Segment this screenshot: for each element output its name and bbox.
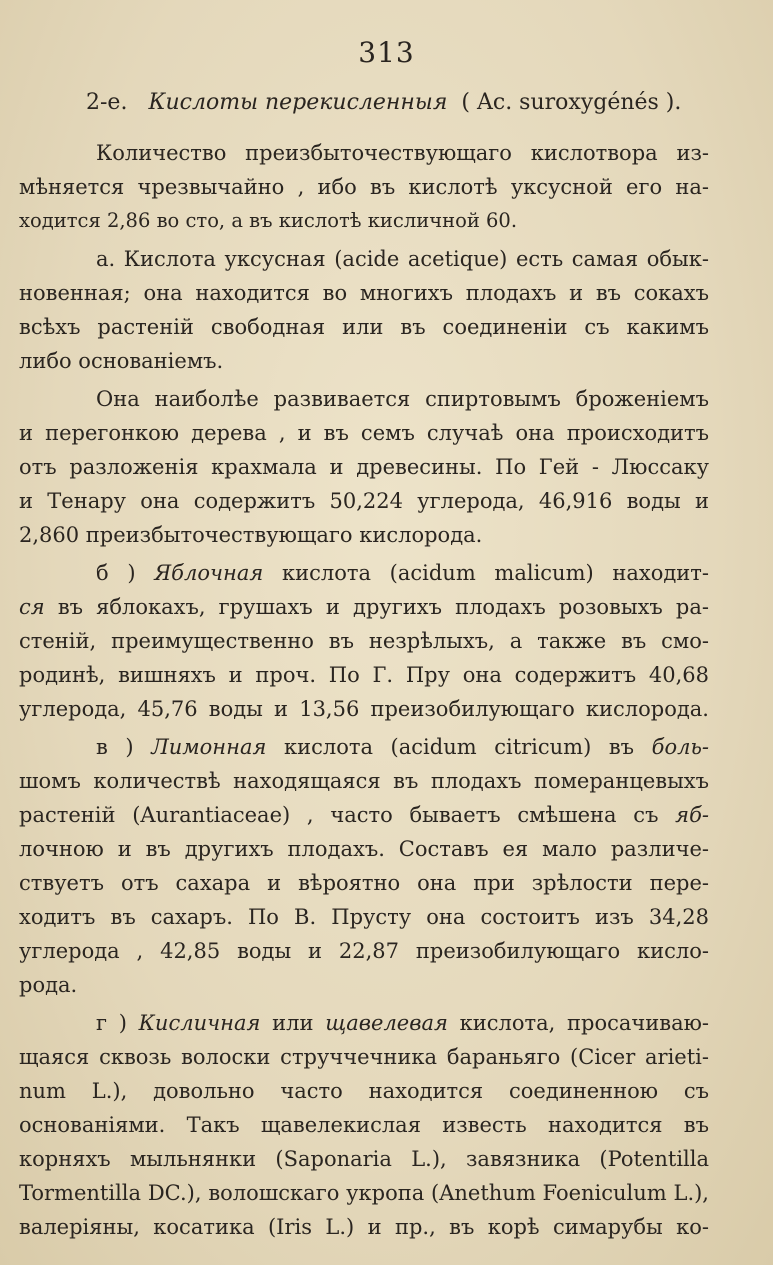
text-span: щаяся сквозь волоски струччечника бараньяго (Cicer arieti- xyxy=(19,1045,709,1069)
text-span: корняхъ мыльнянки (Saponaria L.), завязника (Potentilla xyxy=(19,1147,709,1171)
italic-term: ся xyxy=(19,595,45,619)
text-line xyxy=(19,520,519,550)
heading-title: Кислоты перекисленныя xyxy=(148,90,448,115)
text-span: стеній, преимущественно въ незрѣлыхъ, а также въ смо- xyxy=(19,629,709,653)
italic-term: боль- xyxy=(651,735,709,759)
text-span: валеріяны, косатика (Iris L.) и пр., въ корѣ симарубы ко- xyxy=(19,1215,709,1239)
text-line xyxy=(19,346,269,376)
text-line xyxy=(19,970,109,1000)
text-span: Она наиболѣе развивается спиртовымъ броженіемъ xyxy=(96,387,709,411)
text-span: кислота, просачиваю- xyxy=(447,1011,710,1035)
text-line xyxy=(19,868,709,898)
text-line xyxy=(19,1076,709,1106)
text-span: Количество преизбыточествующаго кислотвора из- xyxy=(96,141,709,165)
page-number: 313 xyxy=(358,36,415,69)
text-span: въ яблокахъ, грушахъ и другихъ плодахъ розовыхъ ра- xyxy=(44,595,709,619)
text-line xyxy=(19,278,709,308)
text-span: в ) xyxy=(96,735,152,759)
text-span: основаніями. Такъ щавелекислая известь находится въ xyxy=(19,1113,709,1137)
text-line xyxy=(19,312,709,342)
text-span: шомъ количествѣ находящаяся въ плодахъ померанцевыхъ xyxy=(19,769,709,793)
text-span: мѣняется чрезвычайно , ибо въ кислотѣ уксусной его на- xyxy=(19,175,709,199)
text-span: и Тенару она содержитъ 50,224 углерода, 46,916 воды и xyxy=(19,489,709,513)
text-line xyxy=(96,138,709,168)
text-span: либо основаніемъ. xyxy=(19,349,224,373)
text-span: г ) xyxy=(96,1011,139,1035)
text-line xyxy=(96,732,709,762)
section-heading xyxy=(86,88,681,118)
text-span: кислота (acidum citricum) въ xyxy=(266,735,652,759)
italic-term: яб- xyxy=(675,803,709,827)
text-span: растеній (Aurantiaceae) , часто бываетъ смѣшена съ xyxy=(19,803,676,827)
text-span: б ) xyxy=(96,561,155,585)
text-line xyxy=(19,660,709,690)
text-line xyxy=(96,384,709,414)
text-line xyxy=(19,834,709,864)
italic-term: Лимонная xyxy=(151,735,267,759)
text-line xyxy=(19,1178,709,1208)
text-span: всѣхъ растеній свободная или въ соединеніи съ какимъ xyxy=(19,315,709,339)
text-span: num L.), довольно часто находится соединенною съ xyxy=(19,1079,709,1103)
text-span: ходится 2,86 во сто, а въ кислотѣ кисличной 60. xyxy=(19,209,518,232)
italic-term: щавелевая xyxy=(325,1011,448,1035)
heading-latin: ( Ac. surоxygénés ). xyxy=(461,90,682,115)
text-span: 2,860 преизбыточествующаго кислорода. xyxy=(19,523,483,547)
text-span: Tormentilla DC.), волошскаго укропа (Anethum Foeniculum L.), xyxy=(19,1181,709,1205)
text-line xyxy=(19,1212,709,1242)
text-span: рода. xyxy=(19,973,78,997)
text-span: лочною и въ другихъ плодахъ. Составъ ея мало различе- xyxy=(19,837,709,861)
text-span: углерода , 42,85 воды и 22,87 преизобилующаго кисло- xyxy=(19,939,709,963)
text-span: родинѣ, вишняхъ и проч. По Г. Пру она содержитъ 40,68 xyxy=(19,663,709,687)
text-span: ствуетъ отъ сахара и вѣроятно она при зрѣлости пере- xyxy=(19,871,709,895)
text-line xyxy=(19,452,709,482)
italic-term: Кисличная xyxy=(138,1011,261,1035)
text-line xyxy=(96,1008,709,1038)
text-line xyxy=(19,1110,709,1140)
italic-term: Яблочная xyxy=(154,561,264,585)
text-span: кислота (acidum malicum) находит- xyxy=(263,561,709,585)
text-line xyxy=(19,626,709,656)
text-line xyxy=(19,694,709,724)
text-span: углерода, 45,76 воды и 13,56 преизобилующаго кислорода. xyxy=(19,697,709,721)
text-line xyxy=(19,592,709,622)
text-span: ходитъ въ сахаръ. По В. Прусту она состоитъ изъ 34,28 xyxy=(19,905,709,929)
heading-prefix: 2-е. xyxy=(86,90,128,115)
text-line xyxy=(96,244,709,274)
text-line xyxy=(19,206,519,236)
text-line xyxy=(19,902,709,932)
text-span: новенная; она находится во многихъ плодахъ и въ сокахъ xyxy=(19,281,709,305)
text-line xyxy=(19,1144,709,1174)
text-line xyxy=(19,936,709,966)
text-line xyxy=(19,486,709,516)
text-line xyxy=(19,1042,709,1072)
text-span: отъ разложенія крахмала и древесины. По Гей - Люссаку xyxy=(19,455,709,479)
text-line xyxy=(19,800,709,830)
text-line xyxy=(96,558,709,588)
text-span: или xyxy=(260,1011,326,1035)
text-span: а. Кислота уксусная (acide acetique) есть самая обык- xyxy=(96,247,709,271)
text-line xyxy=(19,418,709,448)
text-line xyxy=(19,172,709,202)
text-span: и перегонкою дерева , и въ семъ случаѣ она происходитъ xyxy=(19,421,709,445)
text-line xyxy=(19,766,709,796)
